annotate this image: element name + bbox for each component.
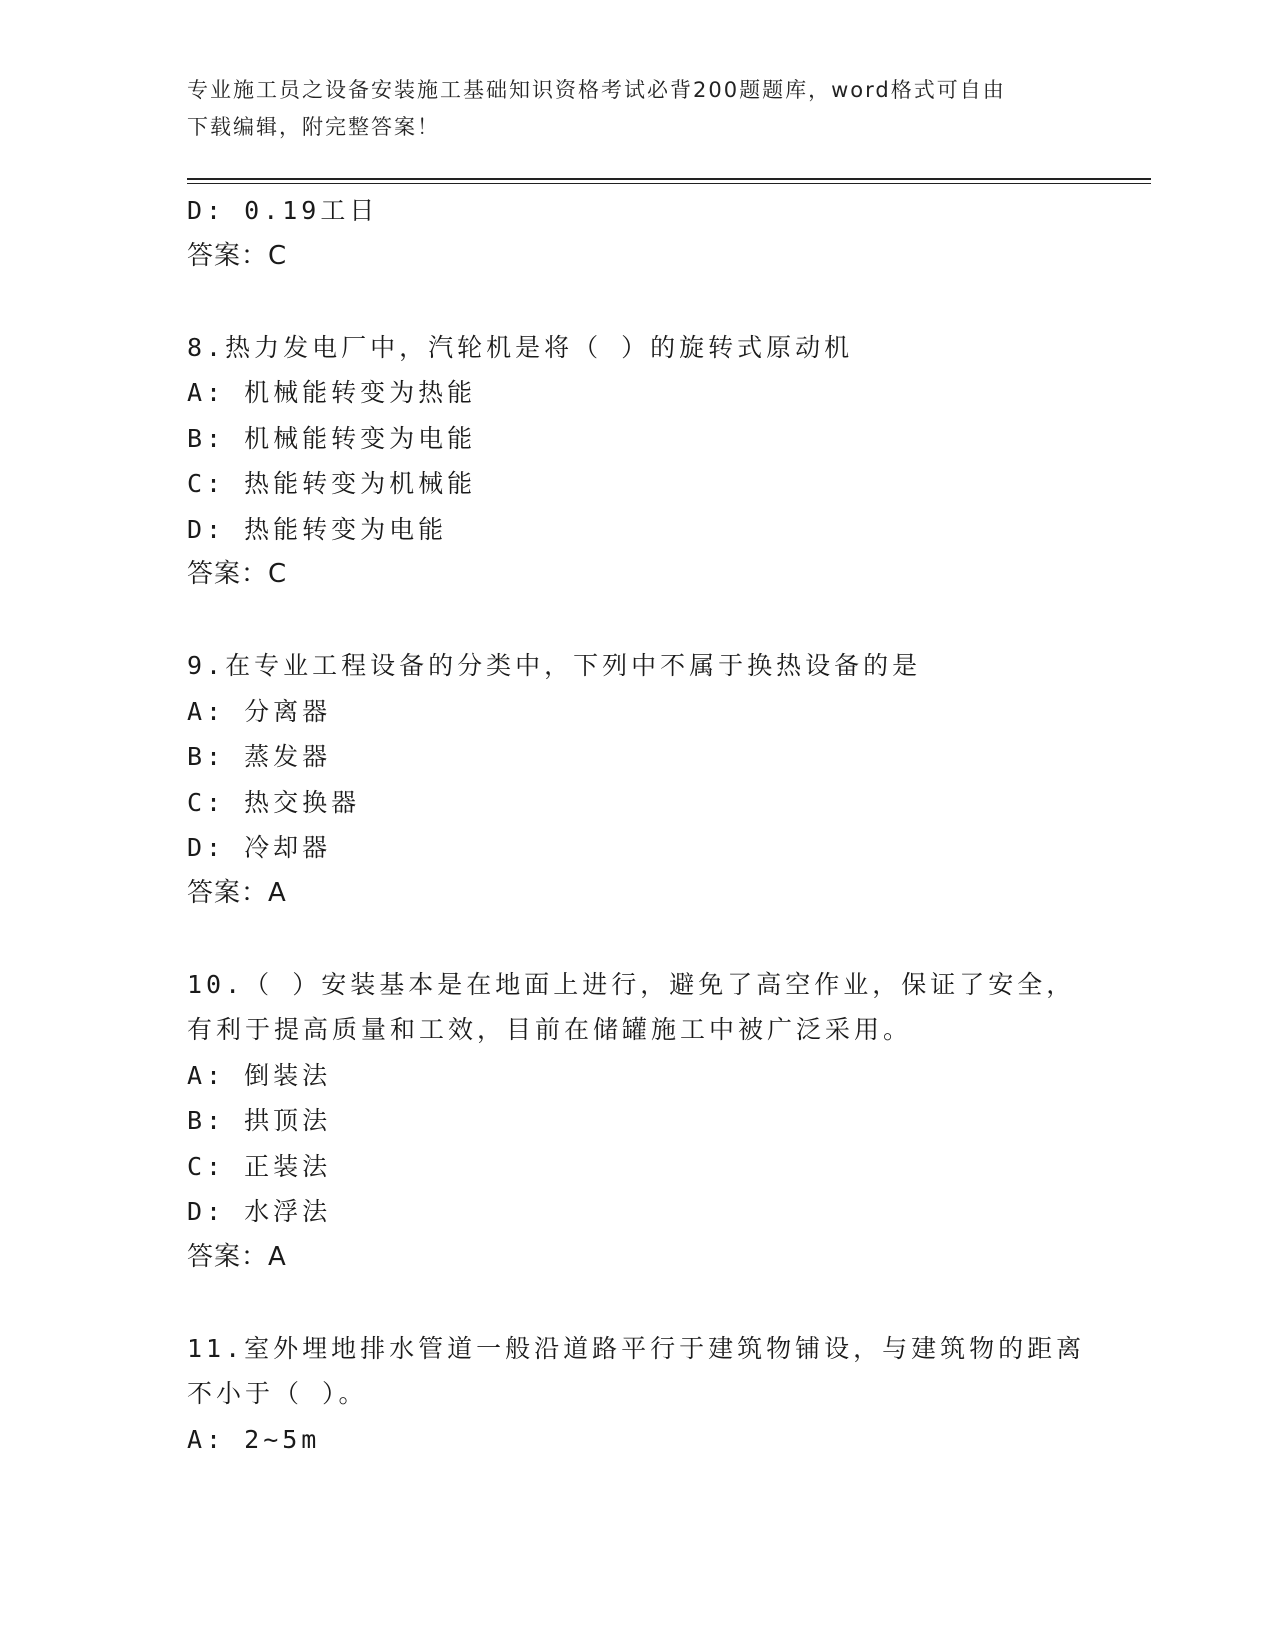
question-stem: 9.在专业工程设备的分类中，下列中不属于换热设备的是: [187, 651, 922, 680]
header-divider-thick: [187, 178, 1151, 180]
spacer: [187, 598, 1087, 644]
question-stem-continued: 有利于提高质量和工效，目前在储罐施工中被广泛采用。: [187, 1015, 913, 1044]
spacer: [187, 279, 1087, 325]
header-line-2: 下载编辑，附完整答案！: [187, 115, 440, 139]
answer-line: 答案：C: [187, 240, 288, 271]
spacer: [187, 916, 1087, 962]
document-body: [187, 188, 1087, 1462]
option-c: C: 热能转变为机械能: [187, 469, 477, 498]
spacer: [187, 1280, 1087, 1326]
answer-line: 答案：A: [187, 877, 287, 908]
option-d: D: 水浮法: [187, 1197, 332, 1226]
option-a: A: 倒装法: [187, 1060, 332, 1090]
answer-line: 答案：A: [187, 1241, 287, 1272]
option-a: A: 分离器: [187, 696, 332, 726]
option-a: A: 机械能转变为热能: [187, 378, 477, 407]
option-d: D: 热能转变为电能: [187, 514, 448, 544]
question-stem-continued: 不小于（ ）。: [187, 1379, 368, 1408]
option-a: A: 2~5m: [187, 1424, 321, 1454]
option-b: B: 拱顶法: [187, 1106, 332, 1135]
option-d: D: 0.19工日: [187, 196, 379, 225]
header-line-1: 专业施工员之设备安装施工基础知识资格考试必背200题题库，word格式可自由: [187, 78, 1006, 102]
answer-line: 答案：C: [187, 559, 288, 589]
option-b: B: 机械能转变为电能: [187, 423, 477, 453]
option-c: C: 热交换器: [187, 787, 361, 817]
option-c: C: 正装法: [187, 1151, 332, 1181]
option-d: D: 冷却器: [187, 833, 332, 862]
option-b: B: 蒸发器: [187, 742, 332, 771]
question-stem: 10.（ ）安装基本是在地面上进行，避免了高空作业，保证了安全，: [187, 969, 1076, 999]
document-header: [187, 72, 1087, 146]
question-stem: 11.室外埋地排水管道一般沿道路平行于建筑物铺设，与建筑物的距离: [187, 1333, 1086, 1363]
question-stem: 8.热力发电厂中，汽轮机是将（ ）的旋转式原动机: [187, 332, 854, 362]
header-divider-thin: [187, 183, 1151, 184]
